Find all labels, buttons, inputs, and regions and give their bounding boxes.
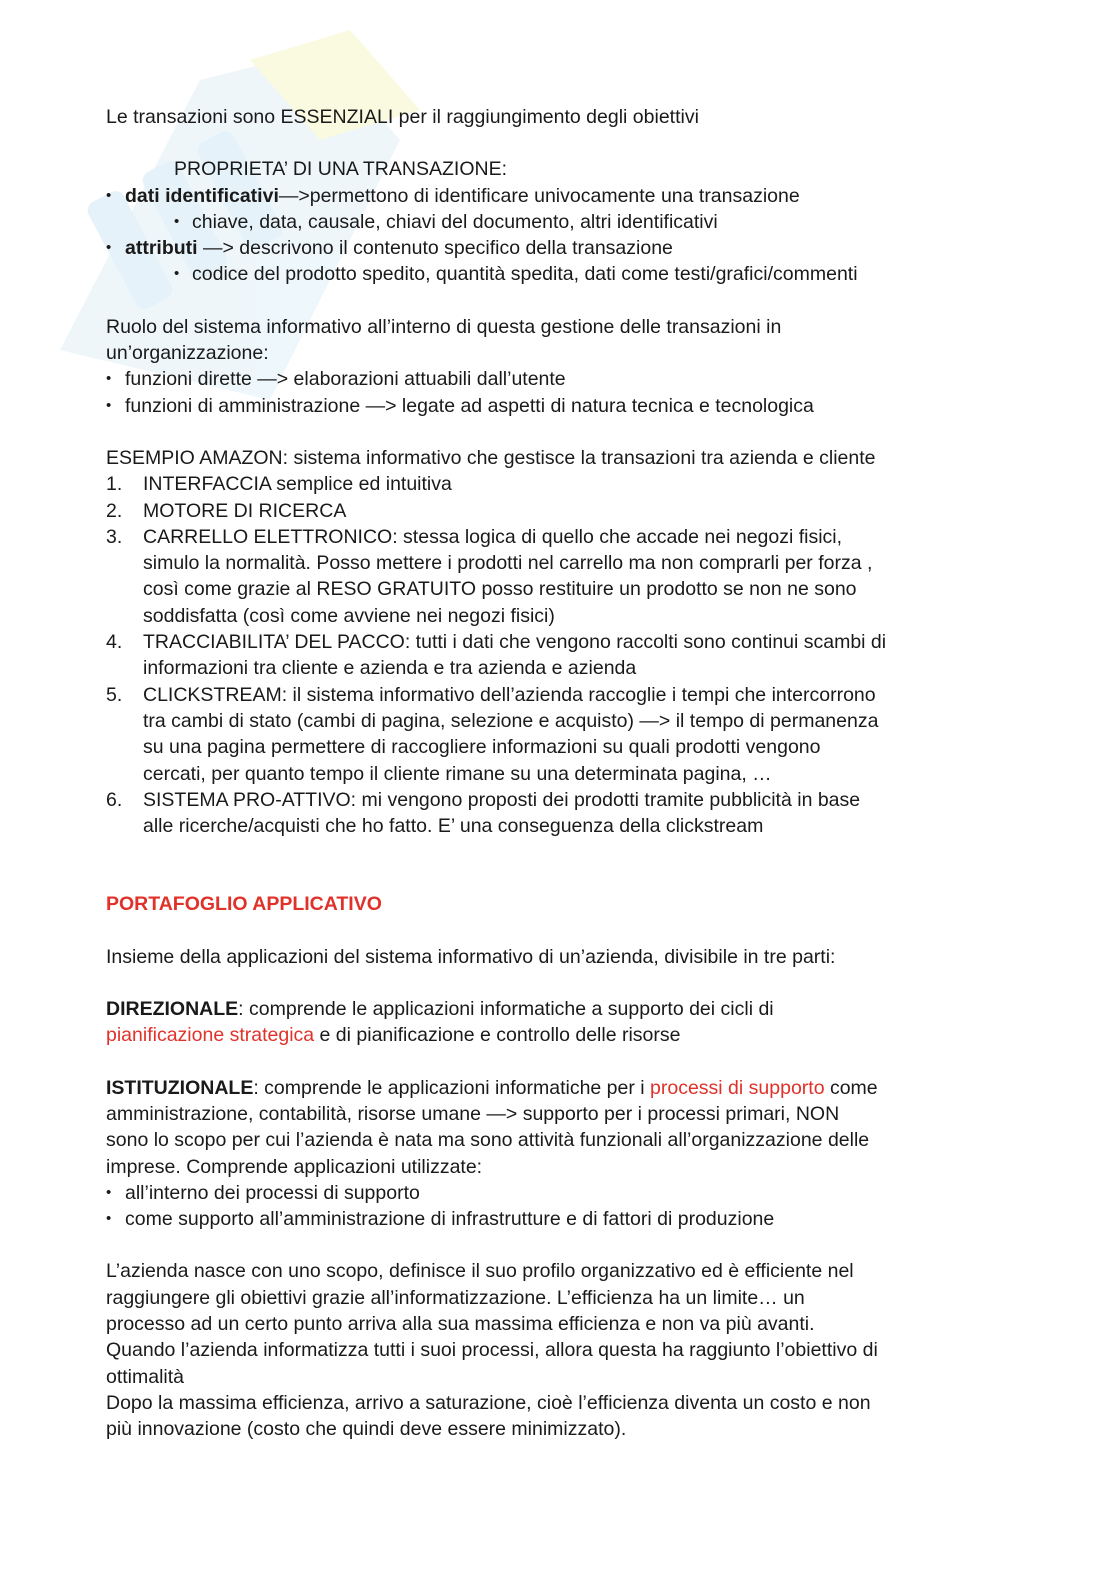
list-item-text: TRACCIABILITA’ DEL PACCO: tutti i dati che vengono raccolti sono continui scambi di (143, 631, 887, 654)
list-item-text: CLICKSTREAM: il sistema informativo dell’azienda raccoglie i tempi che intercorrono (143, 683, 876, 706)
highlight-text: processi di supporto (650, 1076, 825, 1099)
list-number: 3. (106, 525, 123, 548)
list-item-text: simulo la normalità. Posso mettere i prodotti nel carrello ma non comprarli per forza , (143, 552, 873, 575)
direzionale-term: DIREZIONALE (106, 998, 239, 1021)
closing-line: Dopo la massima efficienza, arrivo a saturazione, cioè l’efficienza diventa un costo e non (106, 1391, 871, 1414)
list-number: 1. (106, 473, 123, 496)
amazon-list-item (106, 682, 1016, 708)
amazon-list-item (106, 655, 1016, 681)
list-number: 6. (106, 788, 123, 811)
property-bullet-attributes (106, 235, 1016, 261)
amazon-list (106, 471, 1016, 839)
list-item-text: soddisfatta (così come avviene nei negozi fisici) (143, 604, 555, 627)
amazon-list-item (106, 734, 1016, 760)
list-number: 4. (106, 631, 123, 654)
property-text: —> descrivono il contenuto specifico della transazione (197, 237, 673, 260)
istituzionale-text: come (824, 1076, 878, 1099)
amazon-list-item (106, 524, 1016, 550)
list-item-text: INTERFACCIA semplice ed intuitiva (143, 473, 452, 496)
list-item-text: tra cambi di stato (cambi di pagina, selezione e acquisto) —> il tempo di permanenza (143, 709, 879, 732)
section-title: PORTAFOGLIO APPLICATIVO (106, 893, 382, 916)
amazon-list-item (106, 813, 1016, 839)
direzionale-text: e di pianificazione e controllo delle risorse (314, 1024, 681, 1047)
istituzionale-paragraph (106, 1075, 1016, 1101)
direzionale-text: : comprende le applicazioni informatiche a supporto dei cicli di (238, 998, 774, 1021)
istituzionale-term: ISTITUZIONALE (106, 1076, 254, 1099)
ruolo-bullet: • funzioni dirette —> elaborazioni attuabili dall’utente (106, 366, 1016, 392)
property-sub-bullet: • codice del prodotto spedito, quantità spedita, dati come testi/grafici/commenti (106, 261, 1016, 287)
property-term: attributi (125, 237, 198, 260)
list-item-text: SISTEMA PRO-ATTIVO: mi vengono proposti dei prodotti tramite pubblicità in base (143, 788, 861, 811)
amazon-list-item (106, 761, 1016, 787)
list-item-text: su una pagina permettere di raccogliere informazioni su quali prodotti vengono (143, 736, 821, 759)
amazon-list-item (106, 603, 1016, 629)
ruolo-line: Ruolo del sistema informativo all’interno di questa gestione delle transazioni in (106, 315, 782, 338)
istituzionale-bullet: • all’interno dei processi di supporto (106, 1180, 1016, 1206)
amazon-list-item (106, 498, 1016, 524)
list-item-text: alle ricerche/acquisti che ho fatto. E’ una conseguenza della clickstream (143, 815, 764, 838)
ruolo-bullet: • funzioni di amministrazione —> legate ad aspetti di natura tecnica e tecnologica (106, 393, 1016, 419)
direzionale-paragraph-cont (106, 1022, 1016, 1048)
closing-line: più innovazione (costo che quindi deve essere minimizzato). (106, 1418, 627, 1441)
property-text: —>permettono di identificare univocamente una transazione (278, 184, 800, 207)
closing-line: L’azienda nasce con uno scopo, definisce il suo profilo organizzativo ed è efficiente nel (106, 1260, 854, 1283)
list-item-text: MOTORE DI RICERCA (143, 499, 347, 522)
closing-line: Quando l’azienda informatizza tutti i suoi processi, allora questa ha raggiunto l’obiettivo di (106, 1339, 878, 1362)
property-bullet-identifiers (106, 183, 1016, 209)
ruolo-line: un’organizzazione: (106, 342, 269, 365)
list-number: 5. (106, 683, 123, 706)
closing-line: ottimalità (106, 1365, 185, 1388)
property-sub-bullet: • chiave, data, causale, chiavi del documento, altri identificativi (106, 209, 1016, 235)
list-item-text: CARRELLO ELETTRONICO: stessa logica di quello che accade nei negozi fisici, (143, 525, 843, 548)
istituzionale-line: amministrazione, contabilità, risorse umane —> supporto per i processi primari, NON (106, 1102, 840, 1125)
istituzionale-text: : comprende le applicazioni informatiche per i (253, 1076, 651, 1099)
closing-line: processo ad un certo punto arriva alla sua massima efficienza e non va più avanti. (106, 1312, 815, 1335)
amazon-list-item (106, 576, 1016, 602)
properties-heading: PROPRIETA’ DI UNA TRANSAZIONE: (174, 158, 507, 181)
list-number: 2. (106, 499, 123, 522)
portafoglio-intro: Insieme della applicazioni del sistema informativo di un’azienda, divisibile in tre parti: (106, 945, 836, 968)
amazon-list-item (106, 708, 1016, 734)
list-item-text: cercati, per quanto tempo il cliente rimane su una determinata pagina, … (143, 762, 772, 785)
istituzionale-line: sono lo scopo per cui l’azienda è nata ma sono attività funzionali all’organizzazione delle (106, 1129, 870, 1152)
closing-line: raggiungere gli obiettivi grazie all’informatizzazione. L’efficienza ha un limite… un (106, 1286, 805, 1309)
amazon-list-item (106, 550, 1016, 576)
amazon-list-item (106, 629, 1016, 655)
amazon-list-item (106, 471, 1016, 497)
list-item-text: così come grazie al RESO GRATUITO posso restituire un prodotto se non ne sono (143, 578, 857, 601)
amazon-list-item (106, 787, 1016, 813)
document-page (106, 104, 1016, 1442)
istituzionale-line: imprese. Comprende applicazioni utilizzate: (106, 1155, 483, 1178)
intro-line: Le transazioni sono ESSENZIALI per il raggiungimento degli obiettivi (106, 106, 699, 128)
list-item-text: informazioni tra cliente e azienda e tra azienda e azienda (143, 657, 637, 680)
direzionale-paragraph (106, 996, 1016, 1022)
highlight-text: pianificazione strategica (106, 1024, 315, 1047)
property-term: dati identificativi (125, 184, 279, 207)
istituzionale-bullet: • come supporto all’amministrazione di infrastrutture e di fattori di produzione (106, 1206, 1016, 1232)
amazon-heading: ESEMPIO AMAZON: sistema informativo che gestisce la transazioni tra azienda e cliente (106, 446, 876, 469)
